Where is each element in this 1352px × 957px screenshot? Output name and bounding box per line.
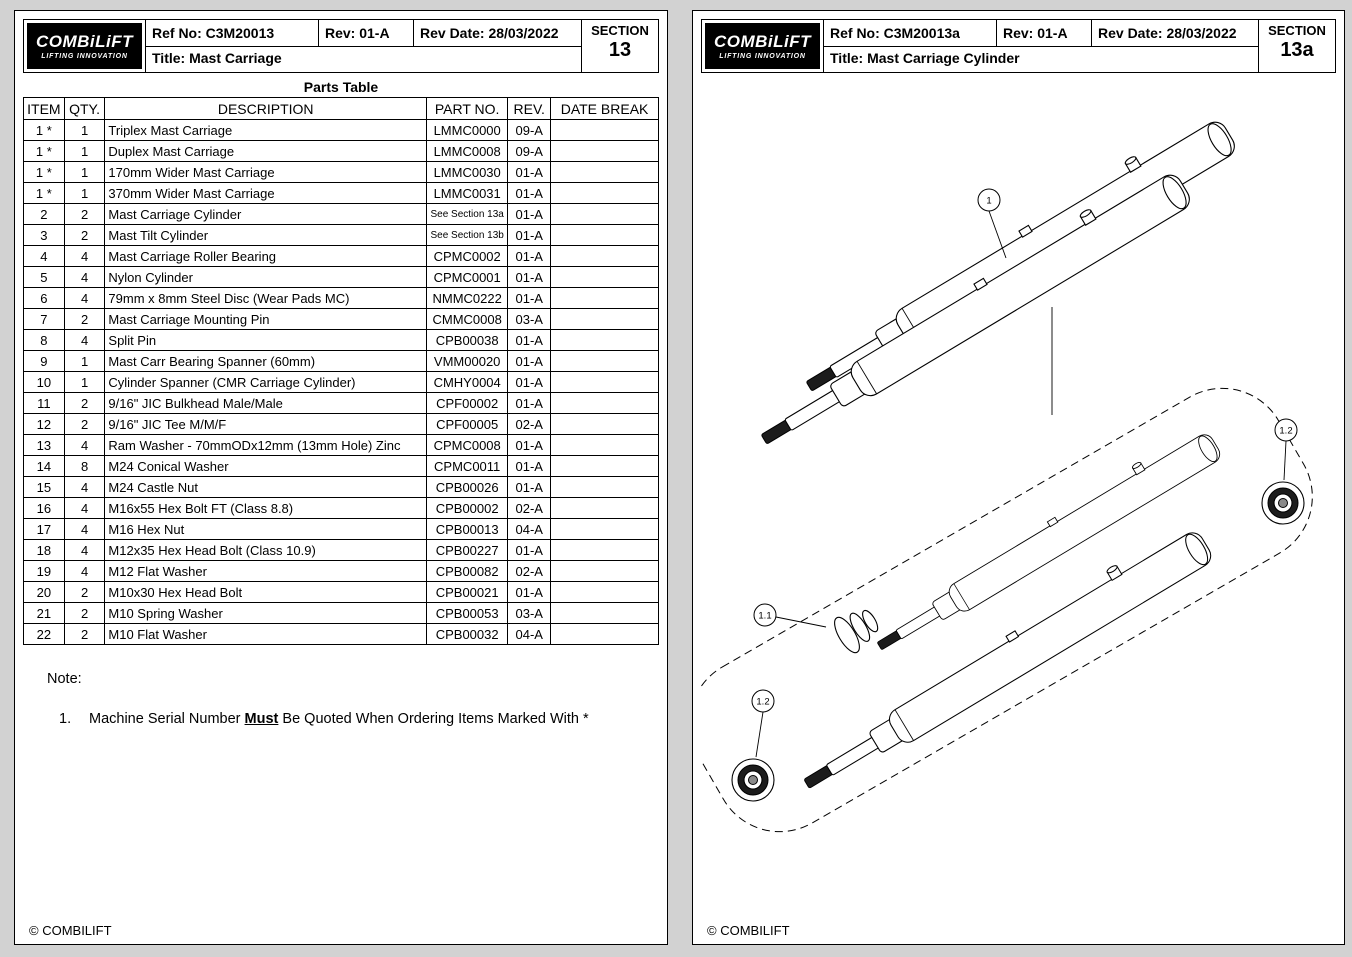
table-cell: M16 Hex Nut (105, 519, 427, 540)
table-cell: 1 * (24, 120, 65, 141)
table-cell: NMMC0222 (426, 288, 507, 309)
table-cell: 03-A (508, 309, 551, 330)
note-text: Machine Serial Number (89, 711, 245, 727)
table-cell (551, 267, 659, 288)
exploded-view-boundary (701, 365, 1336, 856)
table-cell: Nylon Cylinder (105, 267, 427, 288)
table-cell: CPB00002 (426, 498, 507, 519)
table-cell (551, 519, 659, 540)
logo-tagline: LIFTING INNOVATION (719, 53, 806, 60)
table-cell: See Section 13b (426, 225, 507, 246)
table-cell (551, 414, 659, 435)
table-cell: CPB00032 (426, 624, 507, 645)
table-cell: 1 (64, 162, 105, 183)
table-cell: 4 (64, 498, 105, 519)
table-cell: 01-A (508, 288, 551, 309)
table-cell: 02-A (508, 498, 551, 519)
table-cell (551, 309, 659, 330)
note-heading: Note: (47, 671, 82, 687)
table-cell: 5 (24, 267, 65, 288)
table-cell: 2 (64, 603, 105, 624)
table-cell: 16 (24, 498, 65, 519)
table-cell: CMMC0008 (426, 309, 507, 330)
section-label: SECTION (591, 23, 649, 38)
table-cell: 18 (24, 540, 65, 561)
table-cell: CPMC0001 (426, 267, 507, 288)
table-cell: 2 (64, 309, 105, 330)
table-row (24, 351, 659, 372)
table-cell (551, 540, 659, 561)
table-cell: M24 Conical Washer (105, 456, 427, 477)
table-row (24, 624, 659, 645)
section-number: 13 (608, 39, 632, 61)
table-cell (551, 120, 659, 141)
combilift-logo (702, 20, 824, 72)
table-header-row (24, 98, 659, 120)
table-cell: 02-A (508, 561, 551, 582)
combilift-logo (24, 20, 146, 72)
page-title: Title: Mast Carriage Cylinder (824, 47, 1259, 72)
table-cell: CPB00026 (426, 477, 507, 498)
table-cell: 17 (24, 519, 65, 540)
table-cell: 9 (24, 351, 65, 372)
table-cell: 370mm Wider Mast Carriage (105, 183, 427, 204)
page-cylinder-drawing (692, 10, 1345, 945)
svg-text:1.2: 1.2 (1279, 425, 1293, 437)
parts-table-caption: Parts Table (303, 79, 379, 95)
table-cell: 4 (64, 477, 105, 498)
table-cell: 01-A (508, 183, 551, 204)
callout-balloon (1275, 419, 1297, 480)
table-cell: 1 (64, 351, 105, 372)
table-cell (551, 288, 659, 309)
table-cell: 1 (64, 372, 105, 393)
table-cell: 4 (64, 435, 105, 456)
rev: Rev: 01-A (997, 20, 1092, 47)
table-cell: 4 (64, 288, 105, 309)
logo-tagline: LIFTING INNOVATION (41, 53, 128, 60)
table-cell (551, 372, 659, 393)
table-cell: CPF00002 (426, 393, 507, 414)
table-cell (551, 246, 659, 267)
table-cell: 1 * (24, 183, 65, 204)
note-number: 1. (59, 711, 72, 727)
table-cell: M10 Flat Washer (105, 624, 427, 645)
title-block (701, 19, 1336, 73)
parts-table (23, 97, 659, 645)
table-cell: 1 (64, 183, 105, 204)
table-cell: Mast Carr Bearing Spanner (60mm) (105, 351, 427, 372)
table-row (24, 435, 659, 456)
table-cell: VMM00020 (426, 351, 507, 372)
table-cell: 01-A (508, 351, 551, 372)
table-cell: CPB00038 (426, 330, 507, 351)
table-cell: 1 (64, 120, 105, 141)
table-row (24, 204, 659, 225)
table-cell: 1 (64, 141, 105, 162)
table-cell: 9/16" JIC Bulkhead Male/Male (105, 393, 427, 414)
table-cell: 01-A (508, 477, 551, 498)
table-cell: M12 Flat Washer (105, 561, 427, 582)
table-cell (551, 498, 659, 519)
table-cell: 01-A (508, 582, 551, 603)
table-cell: 6 (24, 288, 65, 309)
table-cell: See Section 13a (426, 204, 507, 225)
note-section (47, 671, 659, 727)
column-header: QTY. (64, 98, 105, 120)
table-row (24, 456, 659, 477)
table-cell: CPB00021 (426, 582, 507, 603)
table-cell: 01-A (508, 267, 551, 288)
table-cell: 9/16" JIC Tee M/M/F (105, 414, 427, 435)
table-cell: 01-A (508, 162, 551, 183)
section-box (1259, 20, 1335, 72)
section-label: SECTION (1268, 23, 1326, 38)
table-cell: 4 (64, 561, 105, 582)
table-cell: CPMC0008 (426, 435, 507, 456)
table-cell: LMMC0030 (426, 162, 507, 183)
table-cell: M12x35 Hex Head Bolt (Class 10.9) (105, 540, 427, 561)
table-cell: M16x55 Hex Bolt FT (Class 8.8) (105, 498, 427, 519)
table-cell: CPB00053 (426, 603, 507, 624)
table-cell: CPF00005 (426, 414, 507, 435)
logo-wordmark: COMBiLiFT (713, 32, 812, 51)
rev: Rev: 01-A (319, 20, 414, 47)
table-cell: CPB00227 (426, 540, 507, 561)
table-row (24, 162, 659, 183)
table-cell (551, 393, 659, 414)
table-cell: 4 (64, 519, 105, 540)
table-row (24, 183, 659, 204)
table-row (24, 477, 659, 498)
table-cell: 22 (24, 624, 65, 645)
table-cell: 01-A (508, 204, 551, 225)
table-cell (551, 582, 659, 603)
table-cell (551, 330, 659, 351)
table-row (24, 120, 659, 141)
table-cell (551, 456, 659, 477)
table-cell: 01-A (508, 372, 551, 393)
table-cell: 11 (24, 393, 65, 414)
column-header: DESCRIPTION (105, 98, 427, 120)
callout-balloon (754, 604, 826, 627)
table-cell: 01-A (508, 225, 551, 246)
section-number: 13a (1280, 39, 1314, 61)
table-cell: 01-A (508, 330, 551, 351)
table-cell (551, 477, 659, 498)
table-cell: 4 (64, 246, 105, 267)
table-cell: LMMC0000 (426, 120, 507, 141)
column-header: PART NO. (426, 98, 507, 120)
table-cell: 170mm Wider Mast Carriage (105, 162, 427, 183)
svg-text:1: 1 (986, 195, 992, 207)
table-cell: 12 (24, 414, 65, 435)
table-row (24, 498, 659, 519)
table-cell: Cylinder Spanner (CMR Carriage Cylinder) (105, 372, 427, 393)
table-cell (551, 351, 659, 372)
table-cell: Duplex Mast Carriage (105, 141, 427, 162)
table-cell: 04-A (508, 519, 551, 540)
table-row (24, 540, 659, 561)
table-cell: 01-A (508, 393, 551, 414)
table-cell: CPMC0002 (426, 246, 507, 267)
table-cell: 04-A (508, 624, 551, 645)
table-row (24, 519, 659, 540)
table-row (24, 582, 659, 603)
table-cell: LMMC0008 (426, 141, 507, 162)
copyright-footer: © COMBILIFT (29, 923, 112, 938)
table-cell (551, 183, 659, 204)
table-cell: Split Pin (105, 330, 427, 351)
table-cell: M10x30 Hex Head Bolt (105, 582, 427, 603)
table-cell: 20 (24, 582, 65, 603)
table-cell (551, 561, 659, 582)
table-cell: Triplex Mast Carriage (105, 120, 427, 141)
note-line (59, 711, 659, 727)
table-cell: 8 (64, 456, 105, 477)
table-row (24, 246, 659, 267)
rev-date: Rev Date: 28/03/2022 (1092, 20, 1259, 47)
table-cell: 13 (24, 435, 65, 456)
ref-no: Ref No: C3M20013 (146, 20, 319, 47)
table-cell: 4 (64, 540, 105, 561)
table-row (24, 561, 659, 582)
table-row (24, 141, 659, 162)
copyright-footer: © COMBILIFT (707, 923, 790, 938)
table-cell: 2 (64, 414, 105, 435)
table-cell: Mast Carriage Mounting Pin (105, 309, 427, 330)
rev-date: Rev Date: 28/03/2022 (414, 20, 582, 47)
table-cell (551, 603, 659, 624)
table-cell: 01-A (508, 435, 551, 456)
table-cell: 4 (64, 267, 105, 288)
table-cell: 15 (24, 477, 65, 498)
table-cell: M10 Spring Washer (105, 603, 427, 624)
table-cell: CPMC0011 (426, 456, 507, 477)
table-cell: 09-A (508, 120, 551, 141)
page-title: Title: Mast Carriage (146, 47, 582, 72)
column-header: REV. (508, 98, 551, 120)
table-cell: LMMC0031 (426, 183, 507, 204)
table-cell: 01-A (508, 540, 551, 561)
table-cell: 2 (64, 225, 105, 246)
table-cell: CPB00082 (426, 561, 507, 582)
table-cell: 4 (24, 246, 65, 267)
table-cell: 21 (24, 603, 65, 624)
table-cell: 1 * (24, 162, 65, 183)
table-cell: 2 (64, 582, 105, 603)
table-cell (551, 204, 659, 225)
svg-text:1.1: 1.1 (758, 610, 772, 622)
table-row (24, 603, 659, 624)
title-block (23, 19, 659, 73)
callout-balloon (978, 189, 1006, 258)
table-cell: 01-A (508, 456, 551, 477)
table-cell: Mast Tilt Cylinder (105, 225, 427, 246)
table-cell: 19 (24, 561, 65, 582)
table-cell: 2 (64, 393, 105, 414)
table-row (24, 267, 659, 288)
table-cell: CPB00013 (426, 519, 507, 540)
table-cell: 14 (24, 456, 65, 477)
table-cell (551, 225, 659, 246)
table-cell: 01-A (508, 246, 551, 267)
section-box (582, 20, 658, 72)
cylinder-assembly-drawing (701, 75, 1337, 920)
table-row (24, 372, 659, 393)
table-cell (551, 435, 659, 456)
table-cell: Mast Carriage Roller Bearing (105, 246, 427, 267)
table-cell: CMHY0004 (426, 372, 507, 393)
table-row (24, 330, 659, 351)
column-header: ITEM (24, 98, 65, 120)
table-row (24, 288, 659, 309)
ref-no: Ref No: C3M20013a (824, 20, 997, 47)
table-cell: 1 * (24, 141, 65, 162)
table-row (24, 414, 659, 435)
page-parts-table (14, 10, 668, 945)
table-cell: 10 (24, 372, 65, 393)
table-cell: 4 (64, 330, 105, 351)
table-cell: Ram Washer - 70mmODx12mm (13mm Hole) Zinc (105, 435, 427, 456)
note-text-continued: Be Quoted When Ordering Items Marked With * (278, 711, 589, 727)
table-cell: 8 (24, 330, 65, 351)
note-text-emphasis: Must (244, 711, 279, 727)
table-cell (551, 141, 659, 162)
table-cell: 79mm x 8mm Steel Disc (Wear Pads MC) (105, 288, 427, 309)
table-cell: Mast Carriage Cylinder (105, 204, 427, 225)
table-row (24, 309, 659, 330)
callout-balloon (752, 690, 774, 757)
table-cell: 2 (64, 624, 105, 645)
svg-text:1.2: 1.2 (756, 696, 770, 708)
table-cell: 09-A (508, 141, 551, 162)
column-header: DATE BREAK (551, 98, 659, 120)
table-row (24, 225, 659, 246)
table-cell: 7 (24, 309, 65, 330)
table-cell: M24 Castle Nut (105, 477, 427, 498)
table-cell: 2 (64, 204, 105, 225)
table-cell: 2 (24, 204, 65, 225)
table-row (24, 393, 659, 414)
table-cell: 02-A (508, 414, 551, 435)
table-cell: 03-A (508, 603, 551, 624)
table-cell (551, 162, 659, 183)
logo-wordmark: COMBiLiFT (35, 32, 134, 51)
table-cell: 3 (24, 225, 65, 246)
table-cell (551, 624, 659, 645)
